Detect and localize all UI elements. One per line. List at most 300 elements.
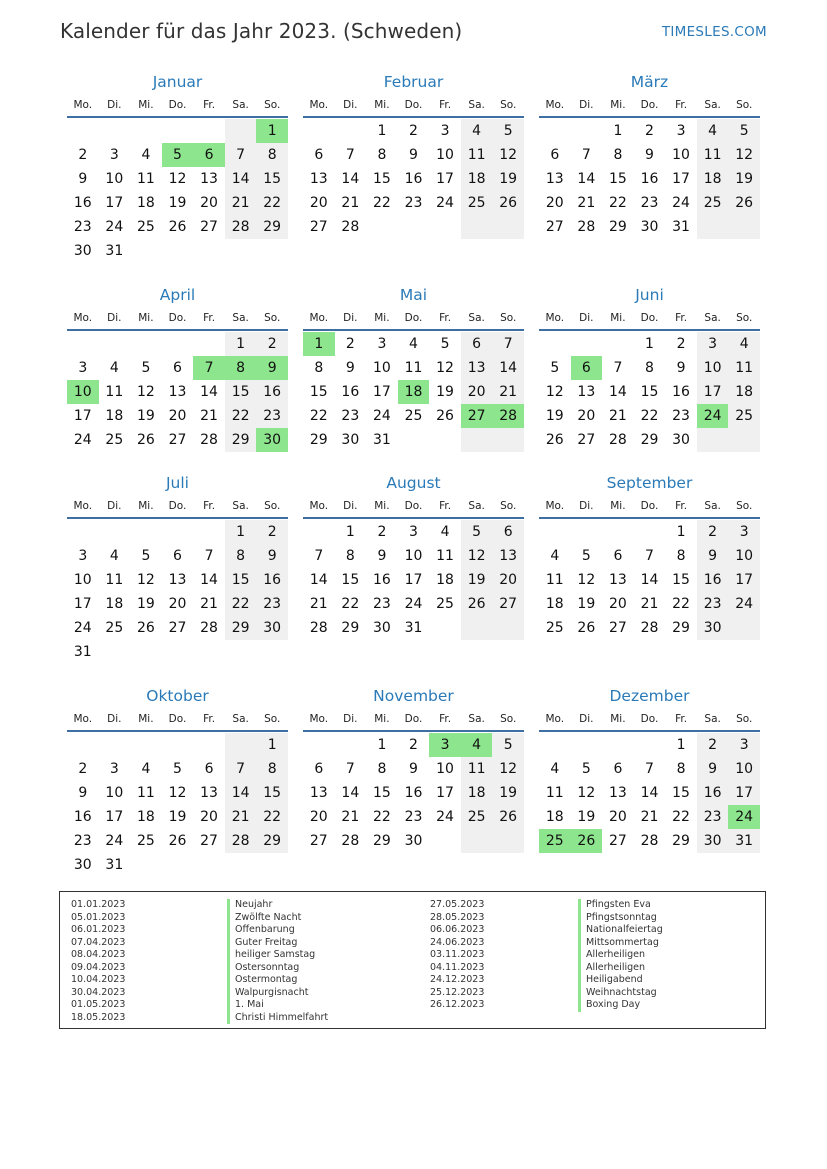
day-cell: 17 xyxy=(728,781,760,805)
day-cell: 5 xyxy=(550,360,560,376)
weekday-label: Mo. xyxy=(309,500,329,512)
day-cell: 23 xyxy=(404,809,423,825)
day-cell: 5 xyxy=(581,761,591,777)
day-cell: 6 xyxy=(550,147,560,163)
weekday-label: Fr. xyxy=(439,500,452,512)
day-cell: 20 xyxy=(577,408,596,424)
day-cell: 15 xyxy=(608,171,627,187)
day-cell: 11 xyxy=(461,143,493,167)
day-cell: 23 xyxy=(372,596,391,612)
day-cell: 10 xyxy=(728,757,760,781)
weekday-label: Mo. xyxy=(73,312,93,324)
day-cell: 6 xyxy=(314,147,324,163)
day-cell: 24 xyxy=(728,592,760,616)
day-cell: 8 xyxy=(676,548,686,564)
holiday-name: Pfingstsonntag xyxy=(578,912,663,925)
weekday-label: Mi. xyxy=(374,99,390,111)
weekday-label: Do. xyxy=(640,500,659,512)
day-cell: 3 xyxy=(78,548,88,564)
month-name: August xyxy=(386,474,441,492)
day-cell: 14 xyxy=(309,572,328,588)
day-cell: 12 xyxy=(492,143,524,167)
month-name: Dezember xyxy=(609,687,690,705)
day-cell: 6 xyxy=(204,761,214,777)
day-cell: 26 xyxy=(436,408,454,424)
weekday-label: Sa. xyxy=(232,500,249,512)
weekday-label: Sa. xyxy=(704,500,721,512)
day-cell: 30 xyxy=(697,829,729,853)
day-cell: 4 xyxy=(440,524,450,540)
weekday-label: Sa. xyxy=(232,312,249,324)
weekday-label: So. xyxy=(500,500,517,512)
weekday-label: Fr. xyxy=(439,312,452,324)
holiday-date: 24.12.2023 xyxy=(430,974,485,985)
day-cell: 27 xyxy=(608,833,627,849)
weekday-label: Fr. xyxy=(439,713,452,725)
day-cell: 31 xyxy=(372,432,391,448)
day-cell: 16 xyxy=(341,384,360,400)
month-divider xyxy=(539,517,760,519)
day-cell: 8 xyxy=(676,761,686,777)
day-cell: 11 xyxy=(136,171,155,187)
day-cell: 17 xyxy=(436,785,454,801)
day-cell: 19 xyxy=(461,568,493,592)
empty-weekend-cell xyxy=(728,616,760,640)
weekday-label: Fr. xyxy=(203,713,216,725)
day-cell: 29 xyxy=(309,432,328,448)
day-cell: 30 xyxy=(672,432,690,448)
day-cell: 11 xyxy=(697,143,729,167)
month-divider xyxy=(67,517,288,519)
day-cell: 29 xyxy=(256,829,288,853)
holiday-date: 28.05.2023 xyxy=(430,911,485,923)
weekday-label: Mo. xyxy=(545,312,565,324)
day-cell: 7 xyxy=(225,757,257,781)
weekday-label: Mi. xyxy=(610,713,626,725)
weekday-label: Do. xyxy=(404,713,423,725)
holiday-names-left xyxy=(227,899,328,1024)
day-cell: 4 xyxy=(728,332,760,356)
weekday-label: So. xyxy=(264,99,281,111)
weekday-label: Di. xyxy=(579,312,594,324)
day-cell: 4 xyxy=(109,360,119,376)
day-cell: 21 xyxy=(640,596,659,612)
day-cell: 1 xyxy=(225,520,257,544)
day-cell: 24 xyxy=(105,833,124,849)
weekday-label: Mo. xyxy=(73,713,93,725)
day-cell: 12 xyxy=(492,757,524,781)
day-cell: 24 xyxy=(73,620,92,636)
day-cell: 3 xyxy=(109,761,119,777)
empty-weekend-cell xyxy=(728,215,760,239)
day-cell: 28 xyxy=(640,833,659,849)
month-name: Februar xyxy=(383,73,444,91)
day-cell: 25 xyxy=(545,620,564,636)
day-cell: 10 xyxy=(404,548,423,564)
day-cell: 6 xyxy=(193,143,225,167)
day-cell: 8 xyxy=(256,143,288,167)
month-divider xyxy=(539,116,760,118)
day-cell: 22 xyxy=(225,404,257,428)
holiday-name: Mittsommertag xyxy=(578,937,663,950)
day-cell: 9 xyxy=(256,544,288,568)
day-cell: 2 xyxy=(256,332,288,356)
holiday-name: Weihnachtstag xyxy=(578,987,663,1000)
day-cell: 25 xyxy=(136,219,155,235)
weekday-label: Mi. xyxy=(138,99,154,111)
day-cell: 18 xyxy=(545,809,564,825)
day-cell: 16 xyxy=(697,568,729,592)
day-cell: 7 xyxy=(645,761,654,777)
weekday-label: Mo. xyxy=(309,99,329,111)
day-cell: 21 xyxy=(225,191,257,215)
day-cell: 3 xyxy=(377,336,387,352)
day-cell: 18 xyxy=(398,380,430,404)
day-cell: 13 xyxy=(200,171,218,187)
day-cell: 27 xyxy=(309,833,328,849)
day-cell: 24 xyxy=(404,596,423,612)
day-cell: 7 xyxy=(645,548,654,564)
day-cell: 18 xyxy=(136,195,155,211)
day-cell: 28 xyxy=(341,219,360,235)
brand-link[interactable]: TIMESLES.COM xyxy=(661,24,767,40)
day-cell: 24 xyxy=(672,195,690,211)
month-name: April xyxy=(159,286,196,304)
day-cell: 23 xyxy=(256,404,288,428)
day-cell: 5 xyxy=(728,119,760,143)
day-cell: 14 xyxy=(200,572,218,588)
day-cell: 27 xyxy=(200,833,218,849)
day-cell: 30 xyxy=(341,432,360,448)
day-cell: 25 xyxy=(404,408,423,424)
weekday-label: So. xyxy=(736,713,753,725)
day-cell: 20 xyxy=(608,596,627,612)
day-cell: 1 xyxy=(256,119,288,143)
empty-weekend-cell xyxy=(492,829,524,853)
weekday-label: Mi. xyxy=(374,500,390,512)
day-cell: 5 xyxy=(492,119,524,143)
day-cell: 22 xyxy=(372,195,391,211)
weekday-label: Mi. xyxy=(610,99,626,111)
day-cell: 14 xyxy=(492,356,524,380)
empty-weekend-cell xyxy=(225,733,257,757)
day-cell: 4 xyxy=(461,119,493,143)
day-cell: 17 xyxy=(728,568,760,592)
day-cell: 16 xyxy=(372,572,391,588)
day-cell: 1 xyxy=(676,737,686,753)
day-cell: 17 xyxy=(697,380,729,404)
day-cell: 14 xyxy=(640,785,659,801)
day-cell: 22 xyxy=(256,191,288,215)
weekday-label: Di. xyxy=(343,500,358,512)
day-cell: 28 xyxy=(200,432,218,448)
day-cell: 15 xyxy=(309,384,328,400)
day-cell: 17 xyxy=(372,384,391,400)
day-cell: 3 xyxy=(676,123,686,139)
holiday-name: Allerheiligen xyxy=(578,949,663,962)
day-cell: 23 xyxy=(640,195,659,211)
day-cell: 24 xyxy=(436,809,454,825)
day-cell: 25 xyxy=(105,620,124,636)
day-cell: 19 xyxy=(577,809,596,825)
day-cell: 5 xyxy=(492,733,524,757)
day-cell: 15 xyxy=(372,785,391,801)
day-cell: 22 xyxy=(640,408,659,424)
day-cell: 21 xyxy=(341,195,360,211)
day-cell: 23 xyxy=(697,592,729,616)
day-cell: 10 xyxy=(73,572,92,588)
day-cell: 13 xyxy=(577,384,596,400)
day-cell: 22 xyxy=(341,596,360,612)
weekday-label: Di. xyxy=(107,500,122,512)
holiday-date: 30.04.2023 xyxy=(71,986,126,998)
day-cell: 16 xyxy=(672,384,690,400)
holiday-date: 04.11.2023 xyxy=(430,961,485,973)
day-cell: 15 xyxy=(225,380,257,404)
day-cell: 19 xyxy=(436,384,454,400)
day-cell: 9 xyxy=(78,785,88,801)
day-cell: 22 xyxy=(372,809,391,825)
weekday-label: So. xyxy=(500,713,517,725)
day-cell: 9 xyxy=(78,171,88,187)
month-name: März xyxy=(630,73,669,91)
day-cell: 10 xyxy=(105,171,124,187)
day-cell: 9 xyxy=(697,544,729,568)
day-cell: 2 xyxy=(697,520,729,544)
weekday-label: Fr. xyxy=(675,713,688,725)
day-cell: 30 xyxy=(256,428,288,452)
holiday-name: Christi Himmelfahrt xyxy=(227,1012,328,1025)
day-cell: 22 xyxy=(256,805,288,829)
weekday-label: So. xyxy=(264,312,281,324)
holiday-name: Ostermontag xyxy=(227,974,328,987)
day-cell: 29 xyxy=(672,833,690,849)
day-cell: 8 xyxy=(225,544,257,568)
day-cell: 24 xyxy=(73,432,92,448)
day-cell: 3 xyxy=(429,733,461,757)
weekday-label: Mo. xyxy=(73,500,93,512)
month-divider xyxy=(67,329,288,331)
day-cell: 22 xyxy=(672,596,690,612)
day-cell: 21 xyxy=(608,408,627,424)
weekday-label: Do. xyxy=(404,99,423,111)
day-cell: 16 xyxy=(404,171,423,187)
day-cell: 27 xyxy=(492,592,524,616)
holiday-date: 26.12.2023 xyxy=(430,999,485,1010)
day-cell: 8 xyxy=(377,147,387,163)
day-cell: 28 xyxy=(608,432,627,448)
weekday-label: Mo. xyxy=(309,312,329,324)
day-cell: 10 xyxy=(697,356,729,380)
day-cell: 10 xyxy=(372,360,391,376)
day-cell: 16 xyxy=(73,195,92,211)
day-cell: 11 xyxy=(436,548,454,564)
day-cell: 7 xyxy=(613,360,623,376)
day-cell: 27 xyxy=(309,219,328,235)
month-name: Juli xyxy=(165,474,189,492)
holiday-date: 03.11.2023 xyxy=(430,949,485,960)
day-cell: 12 xyxy=(728,143,760,167)
day-cell: 8 xyxy=(345,548,355,564)
day-cell: 26 xyxy=(136,432,155,448)
day-cell: 12 xyxy=(168,171,187,187)
weekday-label: Do. xyxy=(404,500,423,512)
holiday-name: Pfingsten Eva xyxy=(578,899,663,912)
weekday-label: Fr. xyxy=(203,312,216,324)
day-cell: 23 xyxy=(256,592,288,616)
holiday-date: 10.04.2023 xyxy=(71,974,126,985)
weekday-label: So. xyxy=(736,99,753,111)
weekday-label: Di. xyxy=(579,500,594,512)
day-cell: 26 xyxy=(492,191,524,215)
day-cell: 13 xyxy=(309,171,328,187)
day-cell: 30 xyxy=(372,620,391,636)
day-cell: 18 xyxy=(105,596,124,612)
day-cell: 14 xyxy=(225,781,257,805)
weekday-label: Mi. xyxy=(610,500,626,512)
day-cell: 3 xyxy=(728,520,760,544)
day-cell: 21 xyxy=(225,805,257,829)
day-cell: 11 xyxy=(105,384,124,400)
day-cell: 12 xyxy=(436,360,454,376)
holiday-name: Heiligabend xyxy=(578,974,663,987)
empty-weekend-cell xyxy=(461,829,493,853)
day-cell: 24 xyxy=(105,219,124,235)
day-cell: 25 xyxy=(461,191,493,215)
day-cell: 7 xyxy=(204,548,214,564)
day-cell: 26 xyxy=(136,620,155,636)
day-cell: 15 xyxy=(672,785,690,801)
day-cell: 9 xyxy=(256,356,288,380)
day-cell: 14 xyxy=(640,572,659,588)
day-cell: 5 xyxy=(581,548,591,564)
day-cell: 3 xyxy=(109,147,119,163)
day-cell: 21 xyxy=(200,596,218,612)
holiday-name: Offenbarung xyxy=(227,924,328,937)
day-cell: 16 xyxy=(404,785,423,801)
day-cell: 13 xyxy=(608,785,627,801)
day-cell: 5 xyxy=(162,143,194,167)
day-cell: 2 xyxy=(377,524,387,540)
day-cell: 21 xyxy=(200,408,218,424)
day-cell: 7 xyxy=(225,143,257,167)
holiday-name: Ostersonntag xyxy=(227,962,328,975)
day-cell: 28 xyxy=(225,215,257,239)
holiday-name: 1. Mai xyxy=(227,999,328,1012)
weekday-label: Do. xyxy=(168,312,187,324)
holiday-date: 05.01.2023 xyxy=(71,911,126,923)
weekday-label: Sa. xyxy=(468,312,485,324)
day-cell: 5 xyxy=(141,548,151,564)
weekday-label: Mi. xyxy=(374,312,390,324)
day-cell: 30 xyxy=(73,243,92,259)
day-cell: 12 xyxy=(168,785,187,801)
day-cell: 25 xyxy=(105,432,124,448)
day-cell: 13 xyxy=(492,544,524,568)
day-cell: 3 xyxy=(728,733,760,757)
holiday-date: 01.01.2023 xyxy=(71,899,126,910)
day-cell: 25 xyxy=(436,596,454,612)
day-cell: 14 xyxy=(341,171,360,187)
day-cell: 31 xyxy=(404,620,423,636)
empty-weekend-cell xyxy=(697,428,729,452)
day-cell: 2 xyxy=(645,123,654,139)
day-cell: 29 xyxy=(256,215,288,239)
holiday-name: Allerheiligen xyxy=(578,962,663,975)
day-cell: 14 xyxy=(577,171,596,187)
holiday-name: Boxing Day xyxy=(578,999,663,1012)
day-cell: 19 xyxy=(492,167,524,191)
day-cell: 22 xyxy=(309,408,328,424)
day-cell: 11 xyxy=(404,360,423,376)
month-name: Januar xyxy=(152,73,203,91)
day-cell: 15 xyxy=(225,568,257,592)
day-cell: 1 xyxy=(303,332,335,356)
day-cell: 6 xyxy=(173,548,182,564)
day-cell: 26 xyxy=(168,219,187,235)
weekday-label: Fr. xyxy=(675,312,688,324)
month-divider xyxy=(303,116,524,118)
weekday-label: So. xyxy=(500,99,517,111)
day-cell: 23 xyxy=(697,805,729,829)
day-cell: 13 xyxy=(608,572,627,588)
month-divider xyxy=(303,517,524,519)
day-cell: 10 xyxy=(436,147,454,163)
weekday-label: Fr. xyxy=(203,99,216,111)
day-cell: 6 xyxy=(314,761,324,777)
day-cell: 13 xyxy=(168,572,187,588)
weekday-label: So. xyxy=(264,500,281,512)
holiday-name: Zwölfte Nacht xyxy=(227,912,328,925)
day-cell: 26 xyxy=(571,829,603,853)
weekday-label: Mi. xyxy=(138,312,154,324)
day-cell: 19 xyxy=(545,408,564,424)
day-cell: 8 xyxy=(225,356,257,380)
day-cell: 31 xyxy=(105,857,124,873)
day-cell: 17 xyxy=(73,408,92,424)
day-cell: 4 xyxy=(109,548,119,564)
day-cell: 25 xyxy=(461,805,493,829)
day-cell: 18 xyxy=(461,781,493,805)
day-cell: 19 xyxy=(492,781,524,805)
day-cell: 10 xyxy=(67,380,99,404)
day-cell: 20 xyxy=(200,195,218,211)
weekday-label: Sa. xyxy=(468,713,485,725)
weekday-label: So. xyxy=(500,312,517,324)
day-cell: 11 xyxy=(136,785,155,801)
day-cell: 4 xyxy=(461,733,493,757)
day-cell: 20 xyxy=(200,809,218,825)
day-cell: 3 xyxy=(440,123,450,139)
day-cell: 3 xyxy=(78,360,88,376)
weekday-label: Di. xyxy=(343,312,358,324)
day-cell: 23 xyxy=(672,408,690,424)
day-cell: 11 xyxy=(545,572,564,588)
day-cell: 6 xyxy=(173,360,182,376)
day-cell: 18 xyxy=(728,380,760,404)
holiday-name: heiliger Samstag xyxy=(227,949,328,962)
day-cell: 14 xyxy=(225,167,257,191)
holiday-date: 09.04.2023 xyxy=(71,961,126,973)
day-cell: 8 xyxy=(377,761,387,777)
weekday-label: Do. xyxy=(640,99,659,111)
weekday-label: Fr. xyxy=(675,500,688,512)
empty-weekend-cell xyxy=(492,616,524,640)
day-cell: 9 xyxy=(377,548,387,564)
day-cell: 29 xyxy=(372,833,391,849)
day-cell: 2 xyxy=(345,336,355,352)
day-cell: 23 xyxy=(404,195,423,211)
